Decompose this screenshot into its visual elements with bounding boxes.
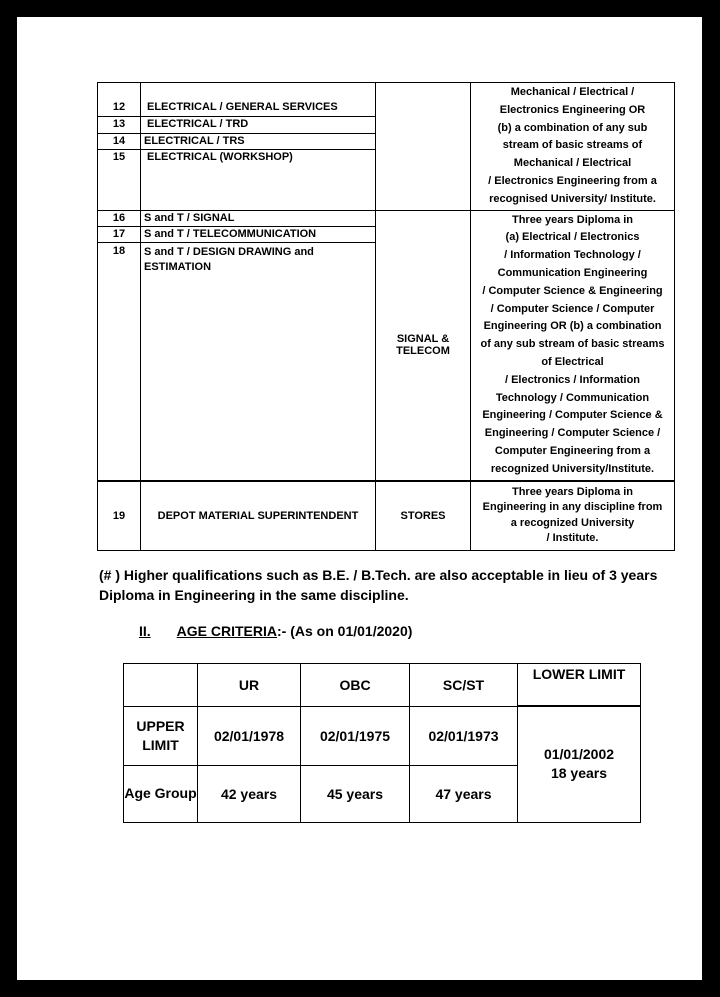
post-name: S and T / TELECOMMUNICATION: [141, 226, 376, 242]
age-group-ur: 42 years: [198, 765, 301, 822]
age-group-obc: 45 years: [301, 765, 410, 822]
table-row: [124, 664, 641, 707]
qualification-line: / Electronics Engineering from a: [488, 174, 657, 187]
department-cell-stores: STORES: [376, 481, 471, 551]
document-page: [17, 17, 702, 980]
qualification-line: Three years Diploma in: [511, 213, 634, 226]
table-row: [98, 481, 675, 551]
qualification-cell-electrical: [471, 83, 675, 211]
higher-qualification-note: (# ) Higher qualifications such as B.E. / B.Tech. are also acceptable in lieu of 3 years Diploma in Engineering in the same discipline.: [99, 567, 658, 603]
post-name: DEPOT MATERIAL SUPERINTENDENT: [141, 481, 376, 551]
lower-limit-date: 01/01/2002: [543, 746, 615, 763]
qualification-line: a recognized University: [510, 516, 635, 529]
section-suffix: :- (As on 01/01/2020): [277, 623, 413, 639]
row-number: 12: [98, 100, 141, 116]
row-number: 14: [98, 133, 141, 150]
table-row: [124, 706, 641, 765]
post-name: S and T / SIGNAL: [141, 210, 376, 226]
qualification-line: Technology / Communication: [495, 391, 650, 404]
qualification-line: Mechanical / Electrical: [513, 157, 632, 170]
qualification-line: (b) a combination of any sub: [497, 121, 648, 134]
department-cell-electrical: [376, 83, 471, 211]
row-number: 13: [98, 116, 141, 133]
department-cell-signal-telecom: SIGNAL & TELECOM: [376, 210, 471, 480]
upper-limit-ur: 02/01/1978: [198, 706, 301, 765]
qualification-cell-stores: [471, 481, 675, 551]
row-number: 15: [98, 150, 141, 166]
qualification-table: [97, 82, 675, 551]
post-name: ELECTRICAL / GENERAL SERVICES: [141, 100, 376, 116]
qualification-line: stream of basic streams of: [502, 139, 643, 152]
post-name: S and T / DESIGN DRAWING and ESTIMATION: [141, 242, 376, 480]
row-label-age-group: Age Group: [124, 765, 198, 822]
qualification-line: recognised University/ Institute.: [489, 192, 656, 205]
qualification-line: recognized University/Institute.: [490, 462, 655, 475]
qualification-line: Engineering in any discipline from: [482, 501, 663, 514]
section-number: II.: [139, 623, 151, 639]
post-name: ELECTRICAL (WORKSHOP): [141, 150, 376, 166]
qualification-line: Engineering / Computer Science /: [484, 427, 661, 440]
lower-limit-cell: [518, 706, 641, 822]
qualification-line: of Electrical: [541, 355, 604, 368]
qualification-line: / Electronics / Information: [504, 373, 641, 386]
qualification-cell-signal-telecom: [471, 210, 675, 480]
row-number: 19: [98, 481, 141, 551]
column-header-lower-limit: LOWER LIMIT: [518, 664, 641, 707]
qualification-line: / Computer Science / Computer: [490, 302, 655, 315]
row-number: 17: [98, 226, 141, 242]
post-name: ELECTRICAL / TRS: [141, 133, 376, 150]
upper-limit-scst: 02/01/1973: [410, 706, 518, 765]
qualification-line: / Computer Science & Engineering: [482, 284, 663, 297]
age-criteria-heading: [139, 623, 412, 639]
qualification-line: Mechanical / Electrical /: [510, 86, 635, 98]
qualification-line: of any sub stream of basic streams: [480, 338, 665, 351]
post-name: ELECTRICAL / TRD: [141, 116, 376, 133]
column-header-scst: SC/ST: [410, 664, 518, 707]
upper-limit-obc: 02/01/1975: [301, 706, 410, 765]
qualification-line: Electronics Engineering OR: [499, 103, 646, 116]
qualification-line: (a) Electrical / Electronics: [505, 231, 640, 244]
qualification-line: Communication Engineering: [497, 266, 648, 279]
qualification-line: Computer Engineering from a: [494, 444, 651, 457]
row-label-upper-limit: UPPER LIMIT: [124, 706, 198, 765]
row-number: 18: [98, 242, 141, 480]
column-header-ur: UR: [198, 664, 301, 707]
age-criteria-table: [123, 663, 641, 823]
column-header-obc: OBC: [301, 664, 410, 707]
qualification-line: Three years Diploma in: [511, 485, 634, 498]
qualification-line: / Institute.: [546, 532, 599, 545]
qualification-line: / Information Technology /: [504, 249, 641, 262]
lower-limit-age: 18 years: [550, 765, 608, 782]
row-number: 16: [98, 210, 141, 226]
qualification-line: Engineering OR (b) a combination: [483, 320, 662, 333]
section-title: AGE CRITERIA: [176, 623, 278, 639]
qualification-line: Engineering / Computer Science &: [482, 409, 663, 422]
age-group-scst: 47 years: [410, 765, 518, 822]
table-row: [98, 210, 675, 226]
